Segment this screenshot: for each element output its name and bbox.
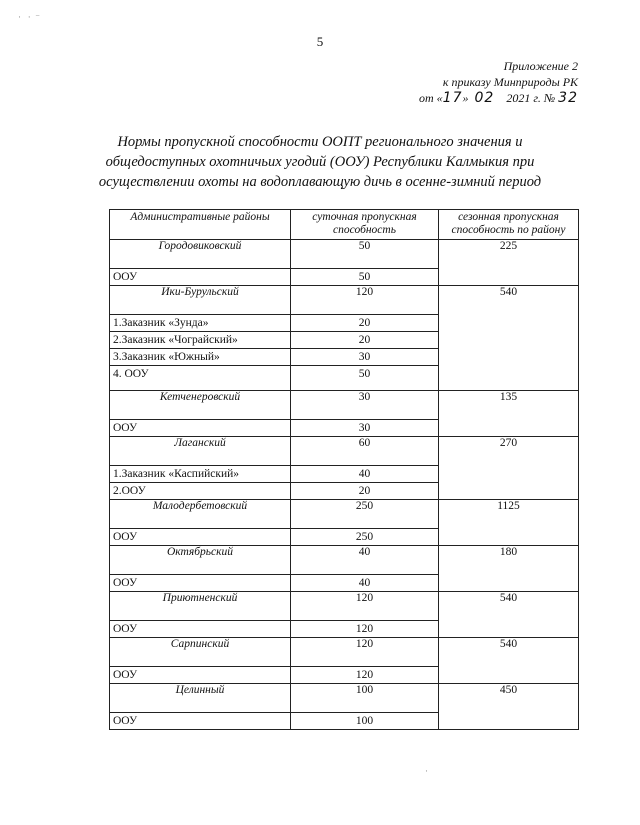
- table-row: [110, 286, 579, 315]
- appendix-date-line: [419, 90, 578, 106]
- district-name: Октябрьский: [110, 546, 291, 575]
- table-row: [110, 391, 579, 420]
- sub-area-name: ООУ: [110, 529, 291, 546]
- sub-area-name: ООУ: [110, 713, 291, 730]
- district-seasonal-capacity: 540: [439, 286, 579, 391]
- table-row: [110, 437, 579, 466]
- district-daily-capacity: 40: [291, 546, 439, 575]
- scan-artifact-bottom: ·: [425, 766, 428, 776]
- sub-area-name: ООУ: [110, 621, 291, 638]
- district-seasonal-capacity: 225: [439, 240, 579, 286]
- sub-area-name: ООУ: [110, 269, 291, 286]
- scan-artifact: · · ⁻: [18, 12, 40, 22]
- sub-area-name: ООУ: [110, 420, 291, 437]
- sub-area-daily-capacity: 40: [291, 575, 439, 592]
- sub-area-daily-capacity: 30: [291, 349, 439, 366]
- table-row: [110, 684, 579, 713]
- header-districts: Административные районы: [110, 210, 291, 240]
- order-number-label: №: [543, 91, 556, 105]
- sub-area-daily-capacity: 20: [291, 332, 439, 349]
- date-day: 17: [442, 90, 463, 106]
- district-seasonal-capacity: 270: [439, 437, 579, 500]
- district-daily-capacity: 50: [291, 240, 439, 269]
- document-title: Нормы пропускной способности ООПТ регионального значения и общедоступных охотничьих угодий (ООУ) Республики Калмыкия при осуществлении охоты на водоплавающую дичь в осенне-зимний период: [98, 134, 542, 190]
- sub-area-daily-capacity: 40: [291, 466, 439, 483]
- sub-area-daily-capacity: 50: [291, 269, 439, 286]
- page-number: 5: [316, 34, 324, 49]
- sub-area-daily-capacity: 120: [291, 621, 439, 638]
- sub-area-daily-capacity: 100: [291, 713, 439, 730]
- district-seasonal-capacity: 540: [439, 592, 579, 638]
- table-row: [110, 638, 579, 667]
- district-seasonal-capacity: 540: [439, 638, 579, 684]
- date-prefix: от «: [418, 91, 443, 105]
- district-daily-capacity: 30: [291, 391, 439, 420]
- district-name: Малодербетовский: [110, 500, 291, 529]
- order-number: 32: [558, 90, 578, 106]
- header-seasonal-capacity: сезонная пропускная способность по району: [439, 210, 579, 240]
- district-seasonal-capacity: 450: [439, 684, 579, 730]
- sub-area-daily-capacity: 20: [291, 483, 439, 500]
- sub-area-name: 2.ООУ: [110, 483, 291, 500]
- sub-area-daily-capacity: 20: [291, 315, 439, 332]
- sub-area-name: 1.Заказник «Зунда»: [110, 315, 291, 332]
- sub-area-daily-capacity: 30: [291, 420, 439, 437]
- table-header-row: [110, 210, 579, 240]
- district-name: Кетченеровский: [110, 391, 291, 420]
- sub-area-name: ООУ: [110, 667, 291, 684]
- appendix-title: Приложение 2: [503, 59, 578, 73]
- table-row: [110, 500, 579, 529]
- district-daily-capacity: 120: [291, 592, 439, 621]
- table-row: [110, 546, 579, 575]
- sub-area-name: 3.Заказник «Южный»: [110, 349, 291, 366]
- district-daily-capacity: 100: [291, 684, 439, 713]
- district-name: Лаганский: [110, 437, 291, 466]
- sub-area-name: ООУ: [110, 575, 291, 592]
- district-name: Приютненский: [110, 592, 291, 621]
- district-name: Целинный: [110, 684, 291, 713]
- date-year: 2021 г.: [506, 91, 541, 105]
- district-name: Ики-Бурульский: [110, 286, 291, 315]
- sub-area-name: 4. ООУ: [110, 366, 291, 391]
- norms-table: [109, 209, 579, 730]
- district-seasonal-capacity: 1125: [439, 500, 579, 546]
- sub-area-name: 1.Заказник «Каспийский»: [110, 466, 291, 483]
- district-daily-capacity: 120: [291, 638, 439, 667]
- sub-area-daily-capacity: 50: [291, 366, 439, 391]
- sub-area-daily-capacity: 250: [291, 529, 439, 546]
- district-seasonal-capacity: 180: [439, 546, 579, 592]
- appendix-block: [419, 58, 578, 106]
- district-name: Сарпинский: [110, 638, 291, 667]
- district-daily-capacity: 250: [291, 500, 439, 529]
- district-seasonal-capacity: 135: [439, 391, 579, 437]
- district-daily-capacity: 60: [291, 437, 439, 466]
- sub-area-daily-capacity: 120: [291, 667, 439, 684]
- district-name: Городовиковский: [110, 240, 291, 269]
- date-quote: »: [462, 91, 469, 105]
- sub-area-name: 2.Заказник «Чограйский»: [110, 332, 291, 349]
- district-daily-capacity: 120: [291, 286, 439, 315]
- table-row: [110, 240, 579, 269]
- date-month: 02: [474, 90, 495, 106]
- header-daily-capacity: суточная пропускная способность: [291, 210, 439, 240]
- table-body: [110, 240, 579, 730]
- table-row: [110, 592, 579, 621]
- appendix-order-ref: к приказу Минприроды РК: [442, 75, 578, 89]
